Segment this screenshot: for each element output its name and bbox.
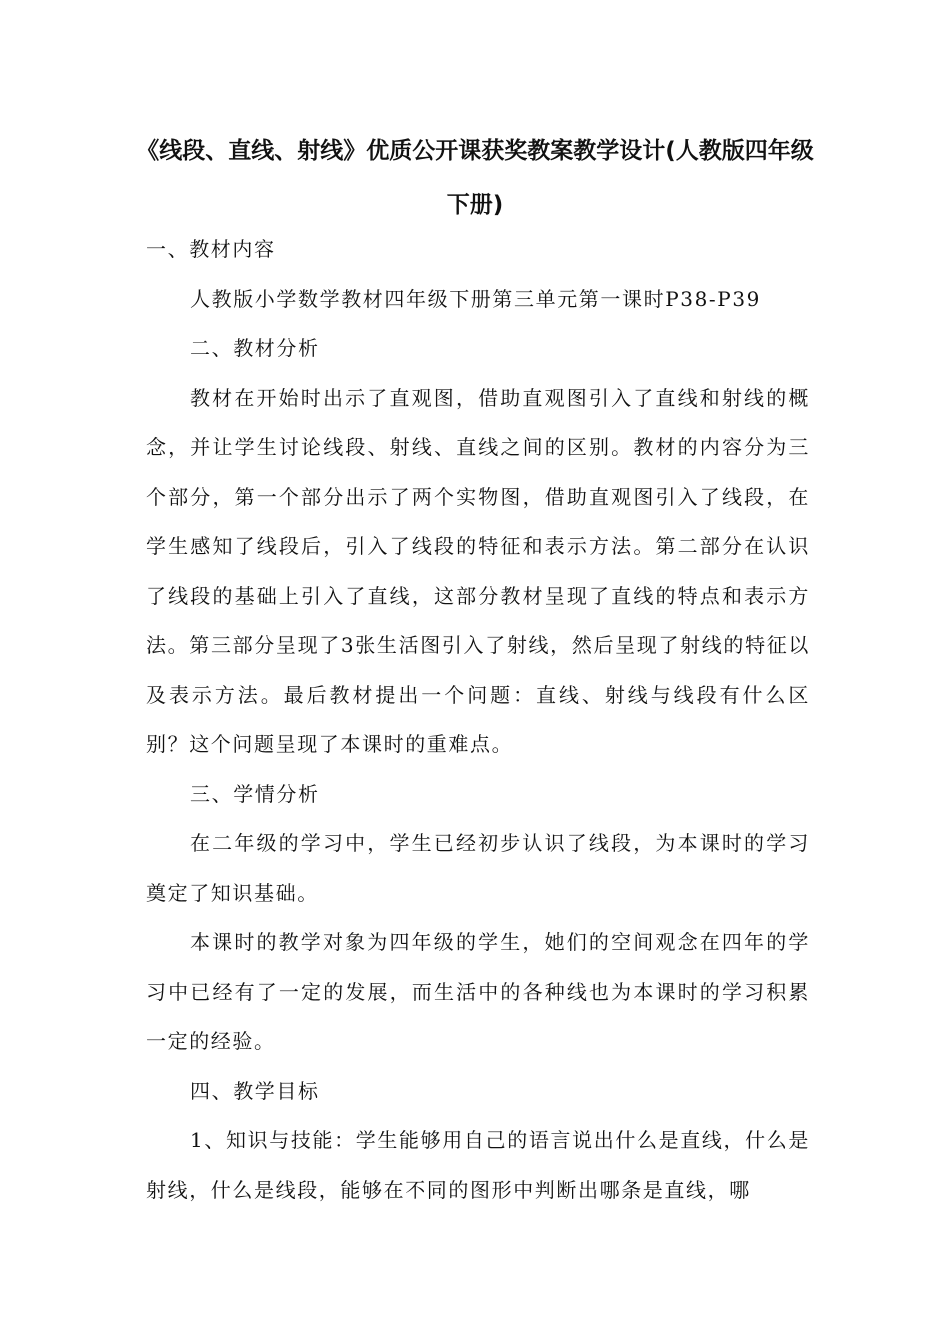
title-line-1: 《线段、直线、射线》优质公开课获奖教案教学设计(人教版四年级	[136, 138, 814, 164]
section-heading-4: 四、教学目标	[190, 1078, 320, 1103]
section-heading-3: 三、学情分析	[190, 781, 320, 806]
paragraph: 在二年级的学习中，学生已经初步认识了线段，为本课时的学习奠定了知识基础。	[146, 831, 810, 905]
paragraph: 1、知识与技能：学生能够用自己的语言说出什么是直线，什么是射线，什么是线段，能够在不同的图形中判断出哪条是直线，哪	[146, 1128, 810, 1202]
section-heading-2: 二、教材分析	[190, 336, 320, 360]
document-title	[120, 124, 830, 232]
title-line-2: 下册)	[446, 192, 504, 218]
section-heading-1: 一、教材内容	[146, 237, 276, 261]
paragraph: 本课时的教学对象为四年级的学生，她们的空间观念在四年的学习中已经有了一定的发展，而生活中的各种线也为本课时的学习积累一定的经验。	[146, 930, 810, 1053]
document-body	[146, 225, 810, 1215]
paragraph: 教材在开始时出示了直观图，借助直观图引入了直线和射线的概念，并让学生讨论线段、射线、直线之间的区别。教材的内容分为三个部分，第一个部分出示了两个实物图，借助直观图引入了线段，在学生感知了线段后，引入了线段的特征和表示方法。第二部分在认识了线段的基础上引入了直线，这部分教材呈现了直线的特点和表示方法。第三部分呈现了3张生活图引入了射线，然后呈现了射线的特征以及表示方法。最后教材提出一个问题：直线、射线与线段有什么区别？这个问题呈现了本课时的重难点。	[146, 385, 810, 756]
paragraph: 人教版小学数学教材四年级下册第三单元第一课时P38-P39	[190, 286, 761, 311]
